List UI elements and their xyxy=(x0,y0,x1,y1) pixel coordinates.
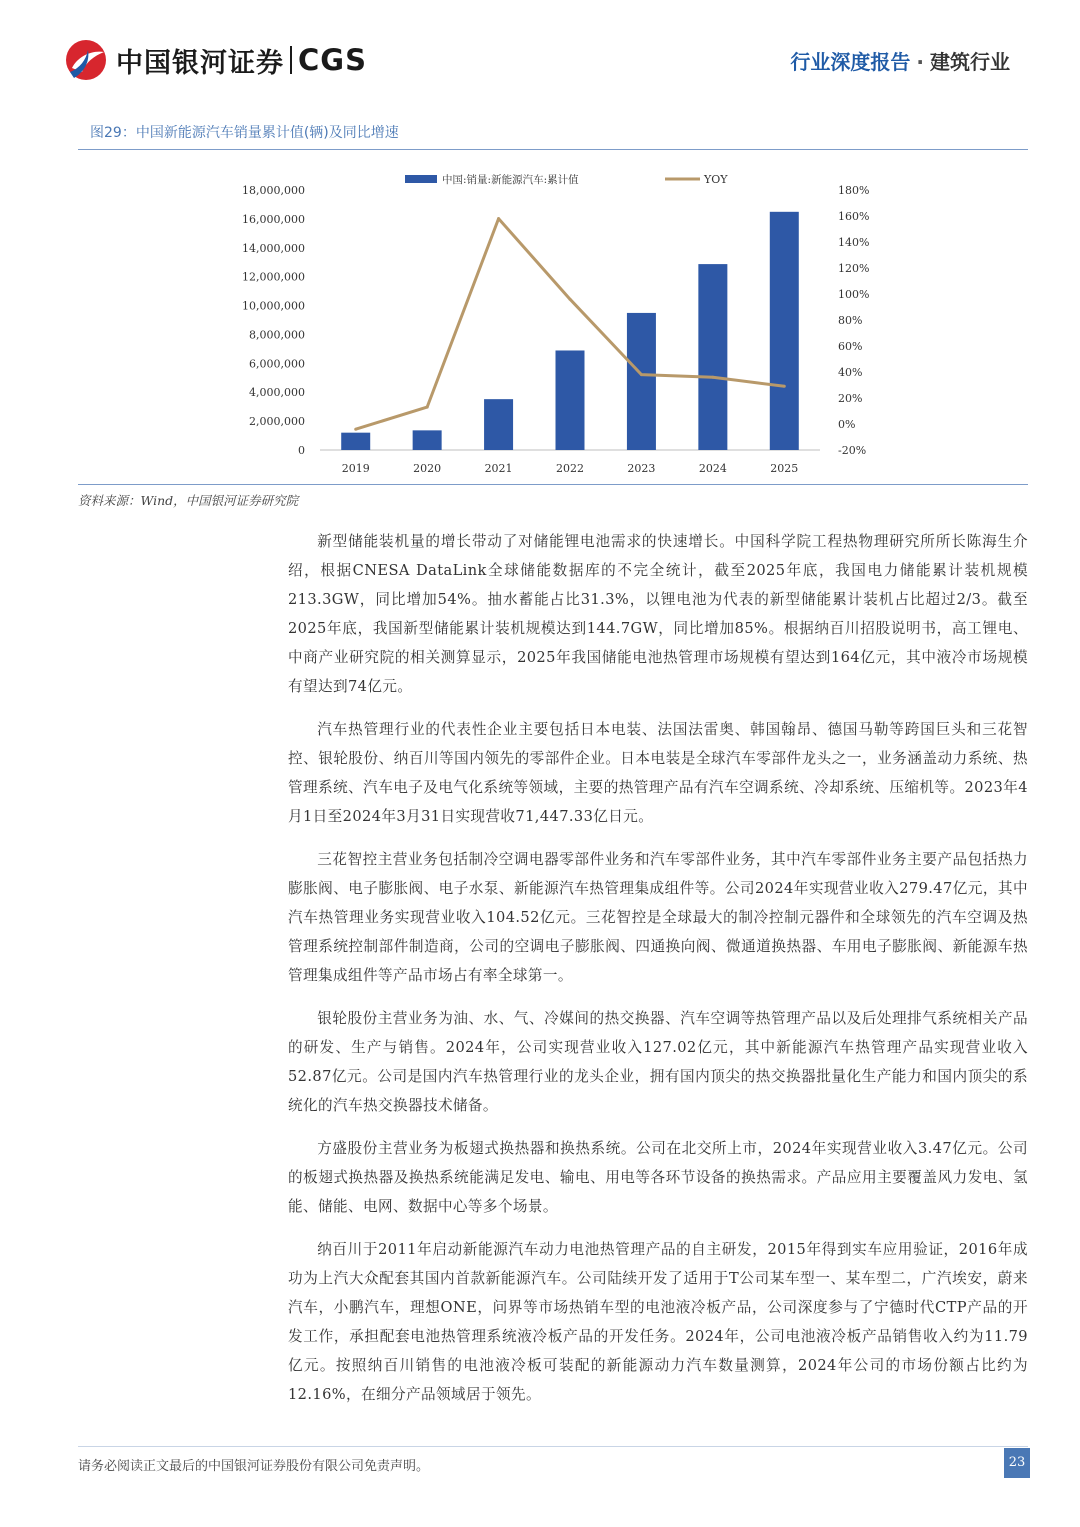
logo-divider xyxy=(290,46,292,74)
footer-disclaimer: 请务必阅读正文最后的中国银河证券股份有限公司免责声明。 xyxy=(78,1459,430,1474)
legend-bar-label: 中国:销量:新能源汽车:累计值 xyxy=(442,174,579,186)
left-axis-tick-label: 14,000,000 xyxy=(242,241,305,255)
right-axis-tick-label: 160% xyxy=(838,210,870,223)
x-axis-tick-label: 2022 xyxy=(556,462,584,475)
paragraph-3: 三花智控主营业务包括制冷空调电器零部件业务和汽车零部件业务，其中汽车零部件业务主要产品包括热力膨胀阀、电子膨胀阀、电子水泵、新能源汽车热管理集成组件等。公司2024年实现营业收入279.47亿元，其中汽车热管理业务实现营业收入104.52亿元。三花智控是全球最大的制冷控制元器件和全球领先的汽车空调及热管理系统控制部件制造商，公司的空调电子膨胀阀、四通换向阀、微通道换热器、车用电子膨胀阀、新能源车热管理集成组件等产品市场占有率全球第一。 xyxy=(288,851,1028,984)
report-type-label xyxy=(790,46,1010,75)
logo-mark-icon xyxy=(64,38,108,82)
x-axis-tick-label: 2024 xyxy=(698,462,727,475)
right-axis-tick-label: 100% xyxy=(838,288,870,301)
figure-title: 图29：中国新能源汽车销量累计值(辆)及同比增速 xyxy=(90,125,399,141)
left-axis-tick-label: 18,000,000 xyxy=(242,184,305,197)
figure-source: 资料来源：Wind，中国银河证券研究院 xyxy=(78,493,299,508)
report-type-separator: · xyxy=(916,50,924,74)
left-axis-tick-label: 12,000,000 xyxy=(242,270,305,284)
industry-label: 建筑行业 xyxy=(930,50,1010,74)
logo-english-name: CGS xyxy=(298,43,367,77)
yoy-point xyxy=(426,406,429,409)
right-axis-tick-label: 180% xyxy=(838,184,870,197)
left-axis-tick-label: 6,000,000 xyxy=(249,357,305,371)
paragraph-1: 新型储能装机量的增长带动了对储能锂电池需求的快速增长。中国科学院工程热物理研究所所长陈海生介绍，根据CNESA DataLink全球储能数据库的不完全统计，截至2025年底，我国电力储能累计装机规模213.3GW，同比增加54%。抽水蓄能占比31.3%，以锂电池为代表的新型储能累计装机占比超过2/3。截至2025年底，我国新型储能累计装机规模达到144.7GW，同比增加85%。根据纳百川招股说明书，高工锂电、中商产业研究院的相关测算显示，2025年我国储能电池热管理市场规模有望达到164亿元，其中液冷市场规模有望达到74亿元。 xyxy=(288,533,1028,695)
left-axis-tick-label: 4,000,000 xyxy=(249,386,305,400)
left-axis-tick-label: 8,000,000 xyxy=(249,328,305,342)
paragraph-6: 纳百川于2011年启动新能源汽车动力电池热管理产品的自主研发，2015年得到实车应用验证，2016年成功为上汽大众配套其国内首款新能源汽车。公司陆续开发了适用于T公司某车型一、某车型二，广汽埃安，蔚来汽车，小鹏汽车，理想ONE，问界等市场热销车型的电池液冷板产品，公司深度参与了宁德时代CTP产品的开发工作，承担配套电池热管理系统液冷板产品的开发任务。2024年，公司电池液冷板产品销售收入约为11.79亿元。按照纳百川销售的电池液冷板可装配的新能源动力汽车数量测算，2024年公司的市场份额占比约为12.16%，在细分产品领域居于领先。 xyxy=(288,1241,1028,1403)
page-number: 23 xyxy=(1004,1448,1030,1478)
ev-sales-chart xyxy=(230,160,880,480)
legend-bar-swatch xyxy=(405,175,437,183)
left-axis-tick-label: 16,000,000 xyxy=(242,212,305,226)
bar xyxy=(413,430,442,450)
x-axis-tick-label: 2021 xyxy=(484,462,513,475)
paragraph-4: 银轮股份主营业务为油、水、气、冷媒间的热交换器、汽车空调等热管理产品以及后处理排气系统相关产品的研发、生产与销售。2024年，公司实现营业收入127.02亿元，其中新能源汽车热管理产品实现营业收入52.87亿元。公司是国内汽车热管理行业的龙头企业，拥有国内顶尖的热交换器批量化生产能力和国内顶尖的系统化的汽车热交换器技术储备。 xyxy=(288,1010,1028,1114)
left-axis-tick-label: 10,000,000 xyxy=(242,299,305,313)
x-axis-tick-label: 2025 xyxy=(770,462,799,475)
right-axis-tick-label: 140% xyxy=(838,236,870,249)
left-axis-tick-label: 2,000,000 xyxy=(249,415,305,429)
right-axis-tick-label: 120% xyxy=(838,262,870,275)
figure-bottom-divider xyxy=(78,484,1028,485)
x-axis-tick-label: 2019 xyxy=(341,462,370,475)
bar xyxy=(627,313,656,450)
page-header xyxy=(0,0,1080,100)
yoy-point xyxy=(354,428,357,431)
footer-divider xyxy=(78,1446,1028,1447)
left-axis-tick-label: 0 xyxy=(298,444,305,457)
bar xyxy=(341,433,370,450)
company-logo xyxy=(64,38,367,82)
body-text xyxy=(288,527,1028,1423)
yoy-point xyxy=(569,298,572,301)
report-type: 行业深度报告 xyxy=(790,50,911,74)
right-axis-tick-label: 60% xyxy=(838,340,863,353)
paragraph-5: 方盛股份主营业务为板翅式换热器和换热系统。公司在北交所上市，2024年实现营业收入3.47亿元。公司的板翅式换热器及换热系统能满足发电、输电、用电等各环节设备的换热需求。产品应用主要覆盖风力发电、氢能、储能、电网、数据中心等多个场景。 xyxy=(288,1140,1028,1215)
x-axis-tick-label: 2020 xyxy=(413,462,442,475)
right-axis-tick-label: 80% xyxy=(838,314,863,327)
right-axis-tick-label: 20% xyxy=(838,392,863,405)
yoy-point xyxy=(640,373,643,376)
figure-top-divider xyxy=(78,149,1028,150)
yoy-point xyxy=(497,217,500,220)
logo-chinese-name: 中国银河证券 xyxy=(116,47,284,79)
bar xyxy=(484,399,513,450)
x-axis-tick-label: 2023 xyxy=(627,462,656,475)
yoy-point xyxy=(711,376,714,379)
right-axis-tick-label: 0% xyxy=(838,418,856,431)
legend-line-label: YOY xyxy=(704,173,728,186)
bar xyxy=(556,350,585,450)
yoy-point xyxy=(783,385,786,388)
bar xyxy=(698,264,727,450)
bar xyxy=(770,212,799,450)
right-axis-tick-label: -20% xyxy=(838,444,867,457)
paragraph-2: 汽车热管理行业的代表性企业主要包括日本电装、法国法雷奥、韩国翰昂、德国马勒等跨国巨头和三花智控、银轮股份、纳百川等国内领先的零部件企业。日本电装是全球汽车零部件龙头之一，业务涵盖动力系统、热管理系统、汽车电子及电气化系统等领域，主要的热管理产品有汽车空调系统、冷却系统、压缩机等。2023年4月1日至2024年3月31日实现营收71,447.33亿日元。 xyxy=(288,721,1028,825)
right-axis-tick-label: 40% xyxy=(838,366,863,379)
